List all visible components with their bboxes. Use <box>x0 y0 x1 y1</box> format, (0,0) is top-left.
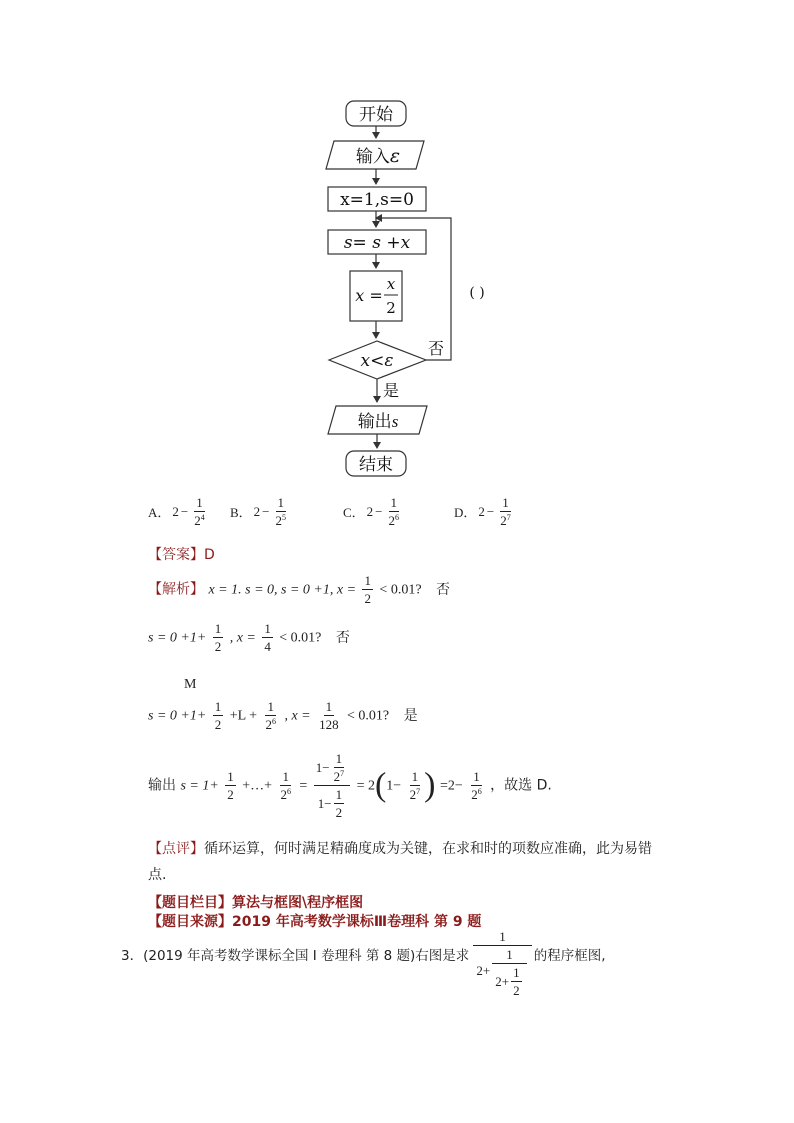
continued-fraction: 1 2+ 1 2+ $\frac{1}{2}$ <box>473 930 532 997</box>
halve-lhs: x = <box>355 286 383 305</box>
no-label: 否 <box>428 339 445 358</box>
condition-epsilon: ε <box>384 351 394 371</box>
analysis-line-1: 【解析】 x = 1. s = 0, s = 0 +1, x = $\frac{1}{2}$ < 0.01? 否 <box>148 573 450 606</box>
analysis-tag: 【解析】 <box>148 581 204 598</box>
input-epsilon: ε <box>389 145 401 167</box>
init-label: x=1,s=0 <box>340 190 414 210</box>
source-row: 【题目来源】2019 年高考数学课标Ⅲ卷理科 第 9 题 <box>148 914 482 930</box>
choice-d[interactable]: D． 2 − $\frac{1}{2^7}$ <box>454 495 511 528</box>
source-tag: 【题目来源】 <box>148 914 232 930</box>
choices <box>148 496 588 536</box>
end-label: 结束 <box>359 455 393 475</box>
input-label: 输入 <box>355 147 390 167</box>
output-var: s <box>391 412 399 431</box>
question-3: 3．(2019 年高考数学课标全国 I 卷理科 第 8 题)右图是求 1 2+ 1 2+ $\frac{1}{2}$ 的程序框图, <box>121 929 606 998</box>
condition-x: x <box>360 351 371 371</box>
yes-label: 是 <box>383 381 400 400</box>
comment-line-1: 【点评】循环运算，何时满足精确度成为关键，在求和时的项数应准确，此为易错 <box>148 841 652 857</box>
svg-text:输出s <box>358 412 399 432</box>
comment-line-2: 点. <box>148 867 167 883</box>
answer-value: D <box>204 547 215 563</box>
answer-row <box>148 544 215 564</box>
choice-b[interactable]: B． 2 − $\frac{1}{2^5}$ <box>230 495 287 528</box>
sum-label: s= s +x <box>343 233 411 253</box>
flowchart <box>0 0 794 490</box>
choice-c[interactable]: C． 2 − $\frac{1}{2^6}$ <box>343 495 400 528</box>
column-tag: 【题目栏目】 <box>148 895 232 911</box>
choice-a[interactable]: A． 2 − $\frac{1}{2^4}$ <box>148 495 205 528</box>
analysis-ellipsis: M <box>184 677 197 692</box>
analysis-line-3: s = 0 +1+ $\frac{1}{2}$ +L + $\frac{1}{2^6}$ , x = $\frac{1}{128}$ < 0.01? 是 <box>148 699 418 732</box>
analysis-line-4: 输出 s = 1+ $\frac{1}{2}$ +…+ $\frac{1}{2^6}$ = 1− $\frac{1}{2^7}$ 1− $\frac{1}{2}$ = 2(1− $\frac{1}{2^7}$ ) =2− $\frac{1}{2^6}$ ，故选 D. <box>148 751 552 820</box>
svg-text:输入ε <box>356 145 400 167</box>
big-fraction: 1− $\frac{1}{2^7}$ 1− $\frac{1}{2}$ <box>314 752 350 819</box>
comment-tag: 【点评】 <box>148 841 204 857</box>
condition-lt: < <box>370 351 385 371</box>
halve-den: 2 <box>386 299 396 317</box>
answer-blank: ( ) <box>469 285 485 301</box>
halve-num: x <box>386 275 396 293</box>
start-label: 开始 <box>359 105 393 125</box>
analysis-line-2: s = 0 +1+ $\frac{1}{2}$ , x = $\frac{1}{4}$ < 0.01? 否 <box>148 621 350 654</box>
svg-text:x<ε <box>361 351 394 371</box>
output-label: 输出 <box>357 412 392 432</box>
answer-tag: 【答案】 <box>148 547 204 563</box>
column-row: 【题目栏目】算法与框图\程序框图 <box>148 895 364 911</box>
